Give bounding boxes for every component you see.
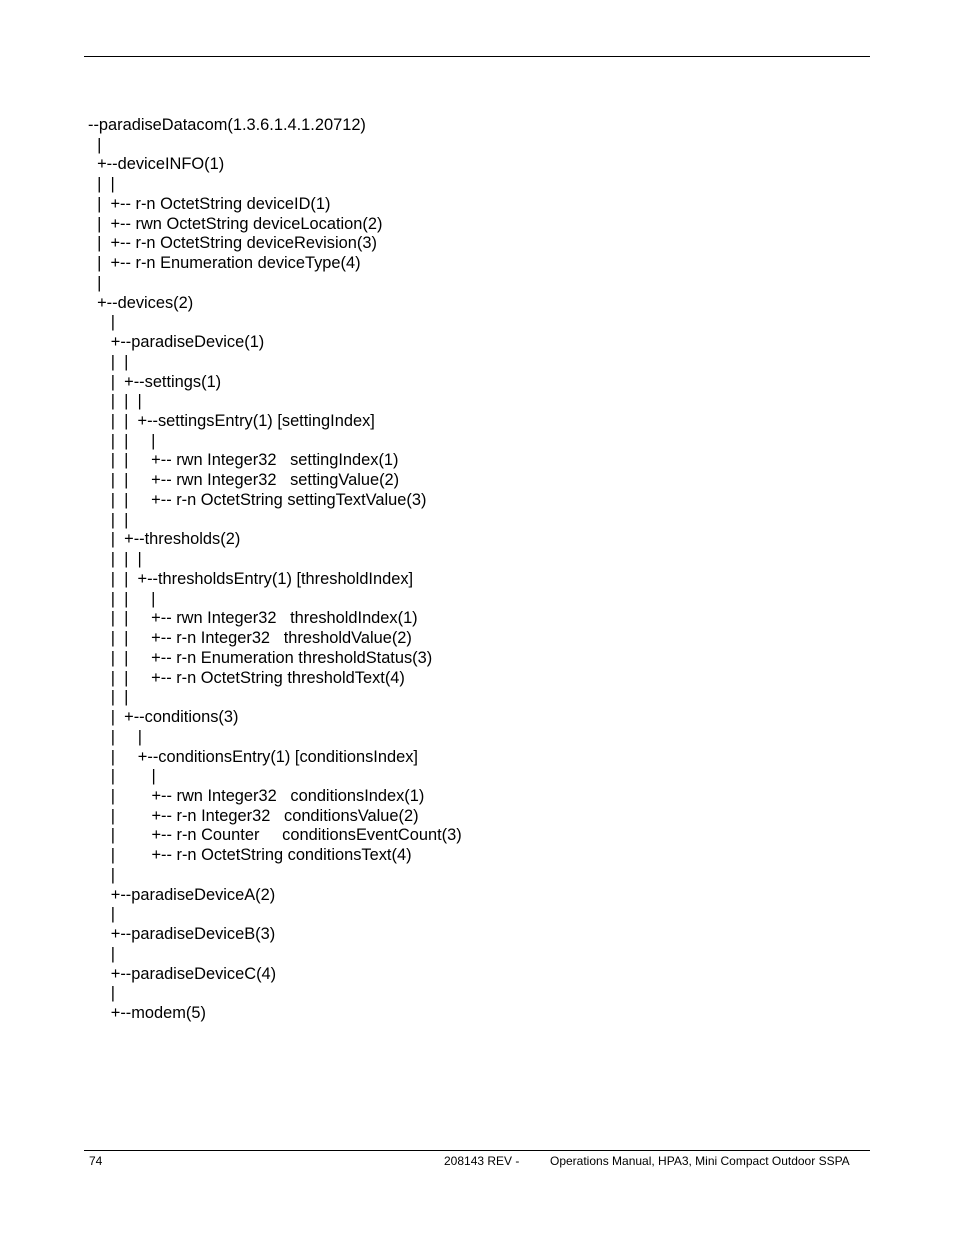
tree-line: | | | <box>88 550 142 569</box>
tree-line: | +--thresholds(2) <box>88 530 241 549</box>
tree-line: | +-- r-n Counter conditionsEventCount(3) <box>88 826 462 845</box>
tree-line: +--devices(2) <box>88 293 194 312</box>
header-rule <box>84 56 870 57</box>
tree-line: | +-- rwn Integer32 conditionsIndex(1) <box>88 786 425 805</box>
tree-line: +--paradiseDeviceB(3) <box>88 925 276 944</box>
tree-line: | <box>88 944 116 963</box>
tree-line: | | +--thresholdsEntry(1) [thresholdIndex] <box>88 569 414 588</box>
footer-rule <box>84 1150 870 1151</box>
tree-line: | <box>88 135 102 154</box>
tree-line: | <box>88 865 116 884</box>
tree-line: | +-- r-n OctetString deviceRevision(3) <box>88 234 377 253</box>
tree-line: | | <box>88 688 129 707</box>
tree-line: | | +-- r-n Integer32 thresholdValue(2) <box>88 629 412 648</box>
tree-line: +--paradiseDeviceA(2) <box>88 885 276 904</box>
mib-tree <box>88 116 462 1024</box>
tree-line: | | <box>88 175 115 194</box>
tree-line: | +-- rwn OctetString deviceLocation(2) <box>88 214 383 233</box>
tree-line: | | <box>88 510 129 529</box>
tree-line: | | <box>88 352 129 371</box>
tree-line: | | +-- rwn Integer32 settingIndex(1) <box>88 451 399 470</box>
tree-line: +--paradiseDevice(1) <box>88 333 265 352</box>
tree-line: | | +-- r-n OctetString settingTextValue(3) <box>88 490 427 509</box>
document-number: 208143 REV - <box>444 1154 520 1168</box>
tree-line: | +-- r-n OctetString deviceID(1) <box>88 194 331 213</box>
tree-line: | | | <box>88 589 156 608</box>
tree-line: | +--conditions(3) <box>88 708 239 727</box>
tree-line: --paradiseDatacom(1.3.6.1.4.1.20712) <box>88 116 366 134</box>
tree-line: +--deviceINFO(1) <box>88 155 225 174</box>
tree-line: | +-- r-n Enumeration deviceType(4) <box>88 254 361 273</box>
tree-line: | | <box>88 767 156 786</box>
tree-line: | | | <box>88 431 156 450</box>
tree-line: | <box>88 984 116 1003</box>
tree-line: | <box>88 313 116 332</box>
tree-line: | <box>88 905 116 924</box>
tree-line: | | +--settingsEntry(1) [settingIndex] <box>88 412 375 431</box>
tree-line: | +-- r-n OctetString conditionsText(4) <box>88 846 412 865</box>
tree-line: | | <box>88 727 143 746</box>
tree-line: | +--conditionsEntry(1) [conditionsIndex] <box>88 747 418 766</box>
tree-line: | +--settings(1) <box>88 372 222 391</box>
tree-line: | | +-- r-n OctetString thresholdText(4) <box>88 668 405 687</box>
tree-line: | <box>88 273 102 292</box>
tree-line: | | +-- rwn Integer32 settingValue(2) <box>88 471 400 490</box>
tree-line: +--modem(5) <box>88 1004 206 1023</box>
document-title: Operations Manual, HPA3, Mini Compact Outdoor SSPA <box>550 1154 850 1168</box>
tree-line: | | +-- rwn Integer32 thresholdIndex(1) <box>88 609 418 628</box>
tree-line: | | | <box>88 392 142 411</box>
tree-line: +--paradiseDeviceC(4) <box>88 964 277 983</box>
tree-line: | | +-- r-n Enumeration thresholdStatus(3) <box>88 648 433 667</box>
page-number: 74 <box>89 1154 103 1168</box>
tree-line: | +-- r-n Integer32 conditionsValue(2) <box>88 806 419 825</box>
